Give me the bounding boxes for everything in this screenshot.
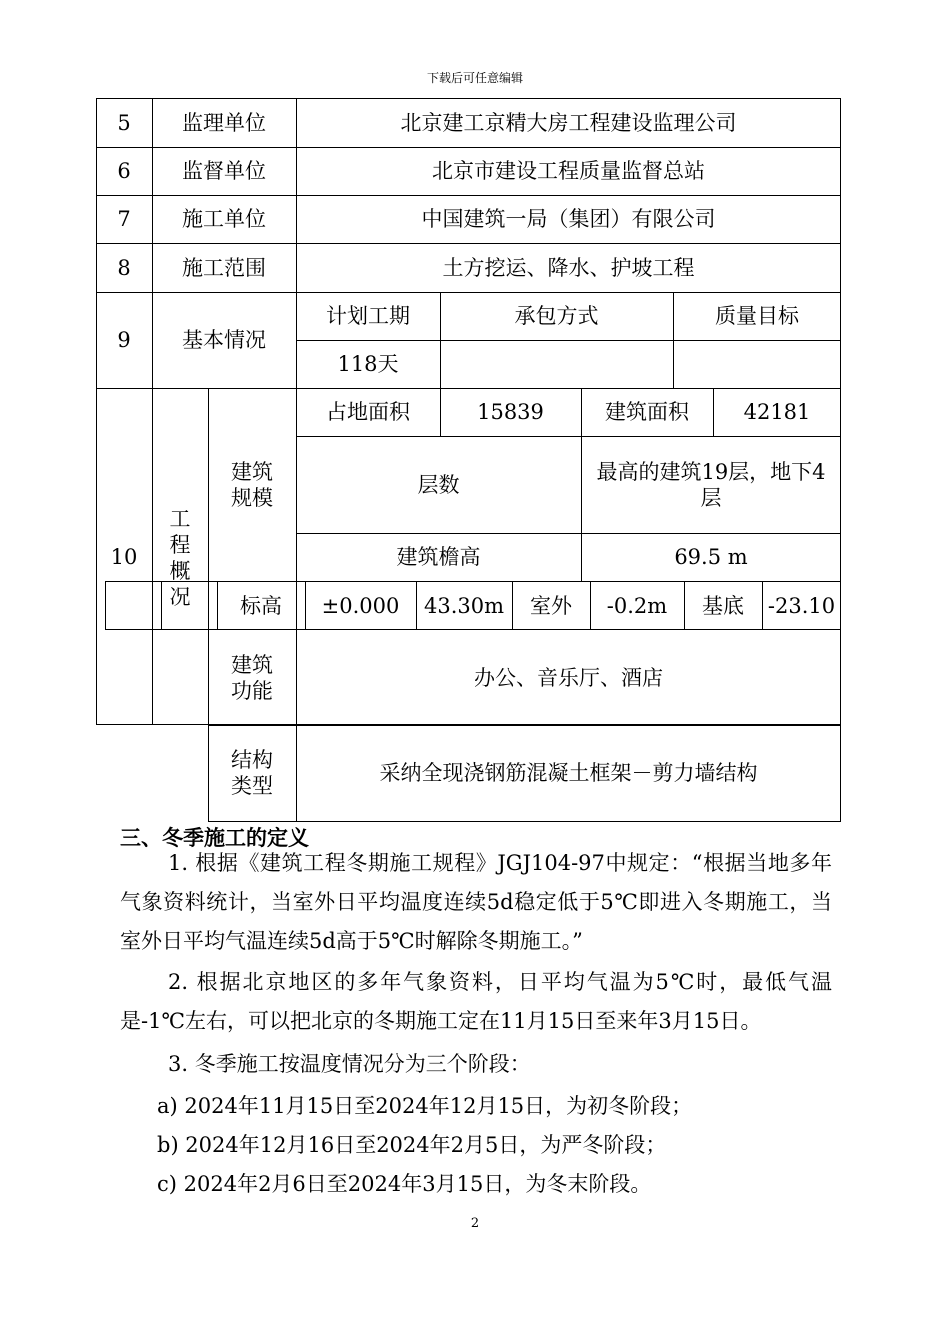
paragraph-3: 3. 冬季施工按温度情况分为三个阶段：	[168, 1052, 531, 1076]
stage-item-b: b) 2024年12月16日至2024年2月5日，为严冬阶段；	[157, 1133, 667, 1157]
row-no: 7	[117, 207, 131, 231]
elevation-top: 43.30m	[423, 593, 505, 618]
floor-area-label: 建筑面积	[605, 400, 689, 424]
site-area-label: 占地面积	[326, 400, 410, 424]
elevation-label: 标高	[240, 593, 282, 618]
page-number: 2	[470, 1216, 480, 1231]
floors-label: 层数	[417, 472, 460, 497]
quality-target-header: 质量目标	[715, 304, 799, 328]
stage-item-a: a) 2024年11月15日至2024年12月15日，为初冬阶段；	[157, 1094, 693, 1118]
planned-duration-header: 计划工期	[326, 304, 410, 328]
building-function-value: 办公、音乐厅、酒店	[474, 665, 663, 690]
row9-no: 9	[117, 328, 131, 352]
outdoor-value: -0.2m	[606, 593, 668, 618]
eave-height-value: 69.5 m	[674, 545, 748, 569]
row-label: 监理单位	[182, 110, 266, 135]
paragraph-1: 1. 根据《建筑工程冬期施工规程》JGJ104-97中规定：“根据当地多年气象资料统计，当室外日平均温度连续5d稳定低于5℃即进入冬期施工，当室外日平均气温连续5d高于5℃时解除冬期施工。”	[120, 851, 832, 953]
stage-item-c: c) 2024年2月6日至2024年3月15日，为冬末阶段。	[157, 1172, 652, 1196]
quality-target-value	[673, 340, 841, 388]
paragraph-2: 2. 根据北京地区的多年气象资料，日平均气温为5℃时，最低气温是-1℃左右，可以把北京的冬期施工定在11月15日至来年3月15日。	[120, 970, 832, 1033]
base-value: -23.10	[767, 593, 836, 618]
row-value: 北京市建设工程质量监督总站	[432, 159, 705, 183]
planned-duration-value: 118天	[337, 352, 399, 376]
row-no: 6	[117, 159, 131, 183]
row-no: 5	[117, 110, 131, 135]
row-value: 土方挖运、降水、护坡工程	[442, 255, 695, 280]
building-scale-label: 建筑 规模	[231, 459, 273, 510]
row-no: 8	[117, 255, 131, 280]
contract-type-value	[440, 340, 673, 388]
row-value: 中国建筑一局（集团）有限公司	[421, 207, 716, 231]
row-label: 监督单位	[182, 159, 266, 183]
row-label: 施工单位	[182, 207, 266, 231]
section-title: 三、冬季施工的定义	[120, 825, 309, 850]
project-overview-label: 工 程 概 况	[169, 507, 191, 609]
site-area-value: 15839	[477, 400, 544, 424]
elevation-zero: ±0.000	[321, 593, 400, 618]
row-label: 施工范围	[182, 255, 266, 280]
structure-type-label: 结构 类型	[231, 748, 273, 798]
base-label: 基底	[702, 593, 744, 618]
floor-area-value: 42181	[743, 400, 811, 424]
page-header: 下载后可任意编辑	[426, 71, 523, 85]
eave-height-label: 建筑檐高	[396, 545, 481, 569]
outdoor-label: 室外	[530, 593, 572, 618]
floors-value: 最高的建筑19层，地下4层	[596, 459, 826, 510]
contract-type-header: 承包方式	[514, 304, 599, 328]
row9-label: 基本情况	[182, 328, 266, 352]
structure-type-value: 采纳全现浇钢筋混凝土框架－剪力墙结构	[379, 761, 758, 785]
building-function-label: 建筑 功能	[231, 652, 273, 703]
row10-no: 10	[110, 545, 138, 569]
row-value: 北京建工京精大房工程建设监理公司	[400, 110, 737, 135]
